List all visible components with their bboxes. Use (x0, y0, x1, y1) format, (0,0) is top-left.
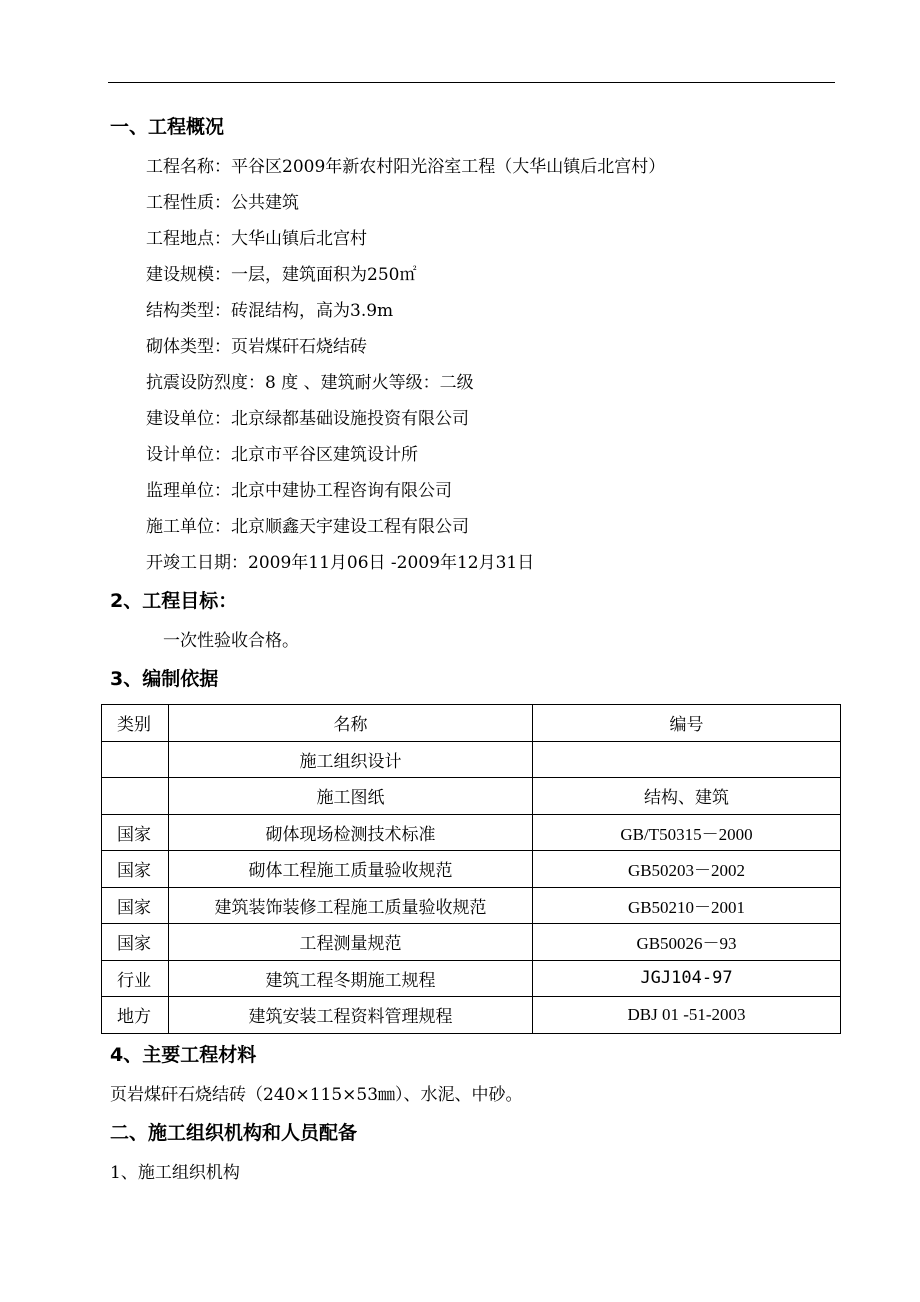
cell-code: DBJ 01 -51-2003 (533, 997, 841, 1034)
cell-code (533, 741, 841, 778)
overview-line: 工程性质：公共建筑 (146, 193, 299, 213)
cell-category (102, 778, 169, 815)
cell-code: JGJ104-97 (533, 960, 841, 997)
cell-code: GB/T50315－2000 (533, 814, 841, 851)
overview-line: 建设规模：一层，建筑面积为250㎡ (146, 265, 417, 285)
cell-name: 建筑工程冬期施工规程 (169, 960, 533, 997)
overview-line: 建设单位：北京绿都基础设施投资有限公司 (146, 409, 469, 429)
section-heading-goal: 2、工程目标： (110, 590, 238, 612)
table-row (102, 741, 841, 778)
table-header-row (102, 705, 841, 742)
cell-category: 地方 (102, 997, 169, 1034)
header-category: 类别 (102, 705, 169, 742)
header-code: 编号 (533, 705, 841, 742)
table-row (102, 814, 841, 851)
cell-name: 施工组织设计 (169, 741, 533, 778)
section-heading-organization: 二、施工组织机构和人员配备 (110, 1122, 358, 1144)
section-heading-overview: 一、工程概况 (110, 116, 225, 138)
cell-name: 工程测量规范 (169, 924, 533, 961)
section-heading-basis: 3、编制依据 (110, 668, 219, 690)
reference-table (101, 704, 841, 1034)
overview-line: 工程地点：大华山镇后北宫村 (146, 229, 367, 249)
cell-category: 行业 (102, 960, 169, 997)
overview-line: 结构类型：砖混结构，高为3.9m (146, 301, 394, 321)
cell-category: 国家 (102, 887, 169, 924)
cell-category (102, 741, 169, 778)
header-name: 名称 (169, 705, 533, 742)
overview-line: 抗震设防烈度：8 度 、建筑耐火等级：二级 (146, 373, 474, 393)
overview-line: 施工单位：北京顺鑫天宇建设工程有限公司 (146, 517, 469, 537)
subheading-organization: 1、施工组织机构 (110, 1163, 240, 1183)
table-row (102, 778, 841, 815)
cell-name: 砌体工程施工质量验收规范 (169, 851, 533, 888)
overview-line: 监理单位：北京中建协工程咨询有限公司 (146, 481, 452, 501)
cell-code: GB50203－2002 (533, 851, 841, 888)
cell-code: GB50210－2001 (533, 887, 841, 924)
table-row (102, 887, 841, 924)
cell-category: 国家 (102, 851, 169, 888)
table-row (102, 960, 841, 997)
goal-text: 一次性验收合格。 (163, 631, 299, 651)
overview-line: 设计单位：北京市平谷区建筑设计所 (146, 445, 418, 465)
overview-line: 砌体类型：页岩煤矸石烧结砖 (146, 337, 367, 357)
table-row (102, 851, 841, 888)
overview-line: 开竣工日期：2009年11月06日 -2009年12月31日 (146, 553, 535, 573)
cell-name: 施工图纸 (169, 778, 533, 815)
cell-code: 结构、建筑 (533, 778, 841, 815)
table-row (102, 997, 841, 1034)
cell-name: 建筑安装工程资料管理规程 (169, 997, 533, 1034)
cell-code: GB50026－93 (533, 924, 841, 961)
table-row (102, 924, 841, 961)
header-rule (108, 82, 835, 83)
materials-text: 页岩煤矸石烧结砖（240×115×53㎜）、水泥、中砂。 (110, 1085, 523, 1105)
cell-name: 砌体现场检测技术标准 (169, 814, 533, 851)
cell-category: 国家 (102, 814, 169, 851)
section-heading-materials: 4、主要工程材料 (110, 1044, 257, 1066)
cell-category: 国家 (102, 924, 169, 961)
cell-name: 建筑装饰装修工程施工质量验收规范 (169, 887, 533, 924)
overview-line: 工程名称：平谷区2009年新农村阳光浴室工程（大华山镇后北宫村） (146, 157, 666, 177)
